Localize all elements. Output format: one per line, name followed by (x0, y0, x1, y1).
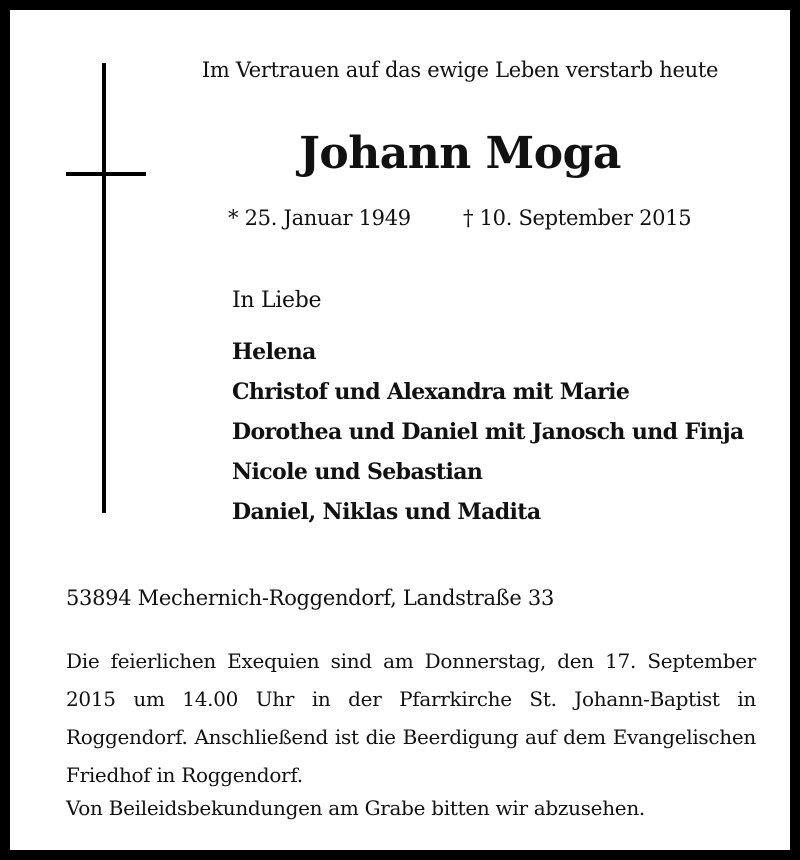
family-member: Christof und Alexandra mit Marie (232, 379, 630, 405)
family-member: Helena (232, 339, 316, 365)
family-member: Daniel, Niklas und Madita (232, 499, 541, 525)
family-member: Nicole und Sebastian (232, 459, 483, 485)
birth-date: * 25. Januar 1949 (228, 206, 411, 230)
service-details: Die feierlichen Exequien sind am Donnerstag, den 17. September 2015 um 14.00 Uhr in der Pfarrkirche St. Johann-Baptist in Roggendorf. Anschließend ist die Beerdigung auf dem Evangelischen Friedhof in Roggendorf. (66, 649, 756, 787)
family-member: Dorothea und Daniel mit Janosch und Finja (232, 419, 744, 445)
deceased-name: Johann Moga (299, 128, 621, 179)
address: 53894 Mechernich-Roggendorf, Landstraße 33 (66, 586, 555, 610)
intro-text: Im Vertrauen auf das ewige Leben verstarb heute (201, 58, 719, 82)
death-date: † 10. September 2015 (463, 206, 692, 230)
in-love-heading: In Liebe (232, 288, 322, 313)
closing-note: Von Beileidsbekundungen am Grabe bitten wir abzusehen. (66, 796, 645, 820)
cross-icon (102, 63, 106, 513)
family-list (232, 332, 744, 532)
